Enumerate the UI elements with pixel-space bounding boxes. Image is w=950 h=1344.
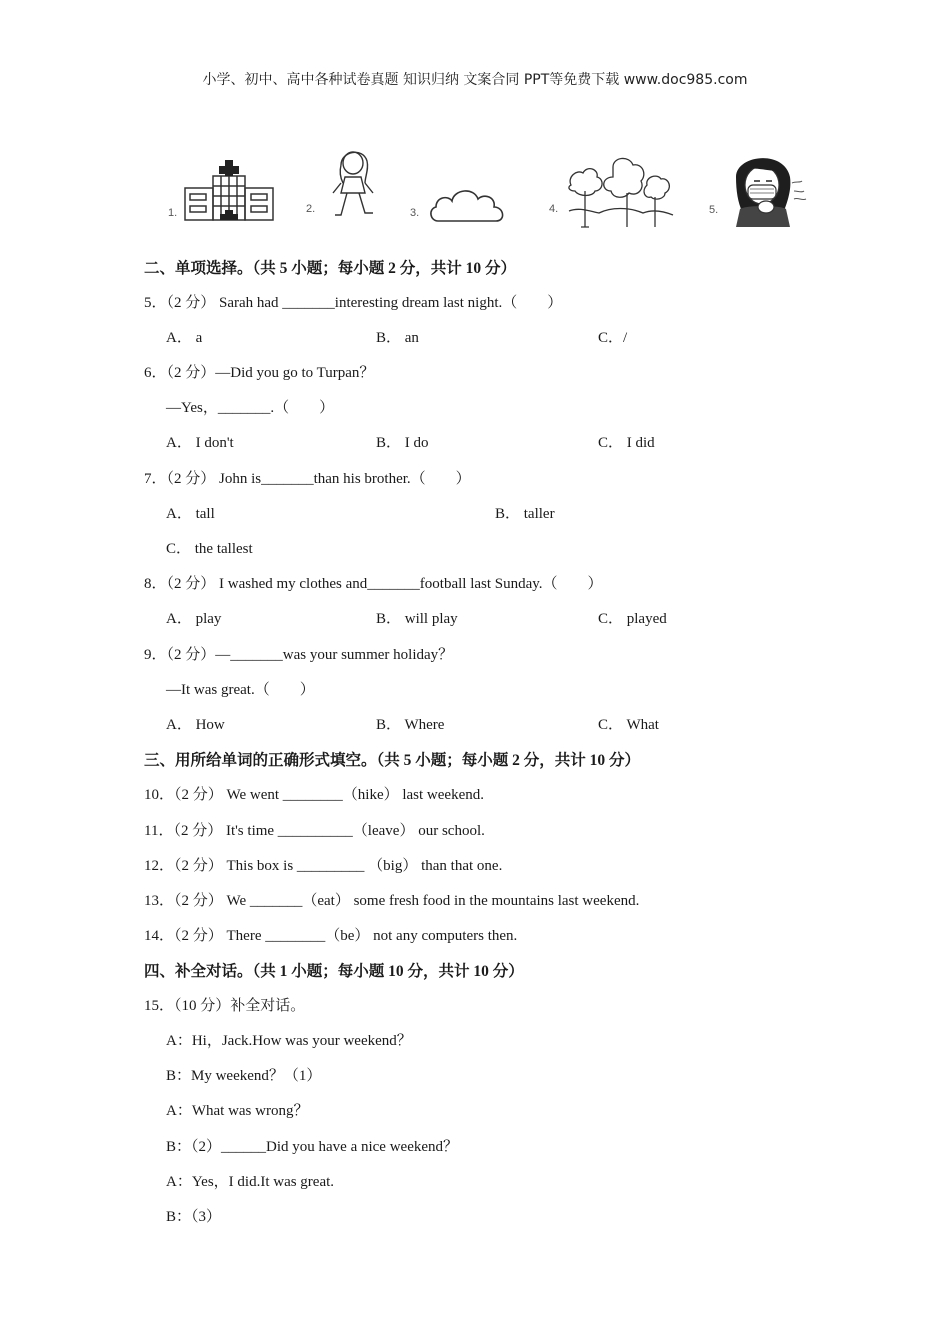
option-b: B． will play bbox=[376, 611, 458, 627]
option-c: C． I did bbox=[598, 435, 655, 451]
question-stem: 7．（2 分） John is_______than his brother.（ ） bbox=[144, 471, 471, 487]
page-header: 小学、初中、高中各种试卷真题 知识归纳 文案合同 PPT等免费下载 www.doc985.com bbox=[202, 72, 748, 88]
picture-number: 1. bbox=[168, 207, 178, 219]
trees-icon bbox=[567, 155, 675, 229]
option-a: A． a bbox=[166, 330, 203, 346]
option-a: A． I don't bbox=[166, 435, 234, 451]
dialogue-line: B：My weekend？（1） bbox=[166, 1068, 322, 1084]
girl-walking-icon bbox=[325, 143, 381, 225]
cloud-icon bbox=[428, 179, 518, 227]
question-stem: 6．（2 分）—Did you go to Turpan？ bbox=[144, 365, 375, 381]
option-b: B． taller bbox=[495, 506, 555, 522]
dialogue-line: A：Yes，I did.It was great. bbox=[166, 1174, 335, 1190]
question-stem: 9．（2 分）—_______was your summer holiday？ bbox=[144, 647, 454, 663]
option-b: B． an bbox=[376, 330, 419, 346]
hospital-icon bbox=[183, 158, 275, 222]
question-stem: 10．（2 分） We went ________（hike） last weekend. bbox=[144, 787, 484, 803]
question-stem: 15．（10 分）补全对话。 bbox=[144, 998, 306, 1014]
option-c: C． the tallest bbox=[166, 541, 253, 557]
option-a: A． play bbox=[166, 611, 222, 627]
section-heading: 三、用所给单词的正确形式填空。（共 5 小题；每小题 2 分，共计 10 分） bbox=[144, 752, 641, 769]
option-b: B． I do bbox=[376, 435, 429, 451]
picture-number: 3. bbox=[410, 207, 420, 219]
question-line: —Yes，_______.（ ） bbox=[166, 400, 335, 416]
question-stem: 11．（2 分） It's time __________（leave） our school. bbox=[144, 823, 485, 839]
picture-number: 2. bbox=[306, 203, 316, 215]
question-stem: 14．（2 分） There ________（be） not any computers then. bbox=[144, 928, 518, 944]
question-stem: 13．（2 分） We _______（eat） some fresh food in the mountains last weekend. bbox=[144, 893, 640, 909]
question-stem: 5．（2 分） Sarah had _______interesting dream last night.（ ） bbox=[144, 295, 563, 311]
sick-girl-mask-icon bbox=[728, 147, 810, 229]
dialogue-line: A：Hi，Jack.How was your weekend？ bbox=[166, 1033, 412, 1049]
section-heading: 四、补全对话。（共 1 小题；每小题 10 分，共计 10 分） bbox=[144, 963, 524, 980]
option-c: C． What bbox=[598, 717, 659, 733]
dialogue-line: B：（3） bbox=[166, 1209, 222, 1225]
dialogue-line: A：What was wrong？ bbox=[166, 1103, 309, 1119]
option-a: A． tall bbox=[166, 506, 215, 522]
option-c: C．/ bbox=[598, 330, 628, 346]
question-line: —It was great.（ ） bbox=[166, 682, 315, 698]
option-b: B． Where bbox=[376, 717, 445, 733]
question-stem: 12．（2 分） This box is _________ （big） than that one. bbox=[144, 858, 503, 874]
picture-number: 5. bbox=[709, 204, 719, 216]
question-stem: 8．（2 分） I washed my clothes and_______football last Sunday.（ ） bbox=[144, 576, 603, 592]
option-a: A． How bbox=[166, 717, 225, 733]
section-heading: 二、单项选择。（共 5 小题；每小题 2 分，共计 10 分） bbox=[144, 260, 517, 277]
option-c: C． played bbox=[598, 611, 667, 627]
picture-number: 4. bbox=[549, 203, 559, 215]
dialogue-line: B：（2）______Did you have a nice weekend？ bbox=[166, 1139, 459, 1155]
